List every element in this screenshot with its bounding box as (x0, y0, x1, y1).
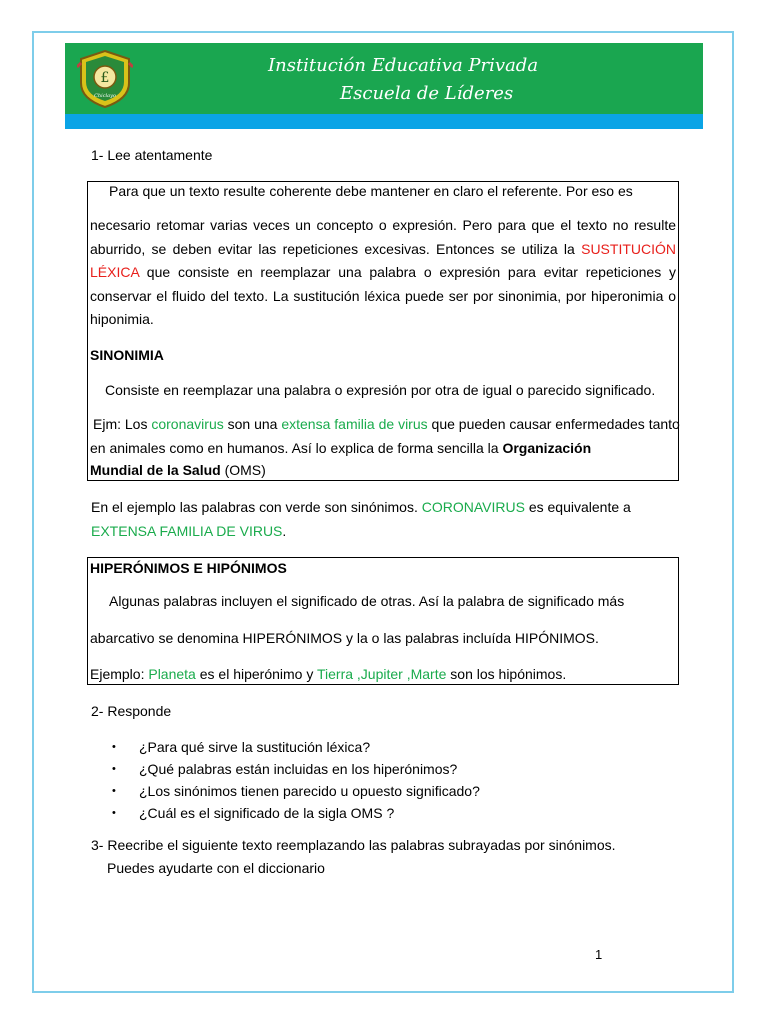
para1-line1: Para que un texto resulte coherente debe mantener en claro el referente. Por eso es (109, 183, 633, 199)
hiper-para-line2: abarcativo se denomina HIPERÓNIMOS y la o las palabras incluída HIPÓNIMOS. (90, 630, 599, 646)
bullet-icon: • (112, 807, 116, 819)
example-coronavirus: coronavirus (151, 416, 224, 432)
section3-line1: 3- Reecribe el siguiente texto reemplazando las palabras subrayadas por sinónimos. (91, 837, 616, 853)
hiper-heading: HIPERÓNIMOS E HIPÓNIMOS (90, 560, 287, 576)
sustitucion-box (87, 181, 679, 481)
page-number: 1 (595, 947, 603, 962)
sinonimia-example-line2 (90, 439, 591, 457)
question-text: ¿Cuál es el significado de la sigla OMS ? (139, 805, 395, 821)
example-line2-text: en animales como en humanos. Así lo explica de forma sencilla la (90, 440, 503, 456)
hiper-para-line1: Algunas palabras incluyen el significado de otras. Así la palabra de significado más (109, 593, 625, 609)
hiper-hiponimos: Tierra ,Jupiter ,Marte (316, 666, 447, 682)
para1-text-b: que consiste en reemplazar una palabra o expresión para evitar repeticiones y conservar el fluido del texto. La sustitución léxica puede ser por sinonimia, por hiperonimia o hiponimia. (90, 264, 676, 327)
example-mundial-salud: Mundial de la Salud (90, 462, 221, 478)
logo-letter: £ (100, 70, 110, 86)
hiper-planeta: Planeta (148, 666, 196, 682)
example-oms: (OMS) (220, 462, 266, 478)
school-crest-logo (77, 49, 133, 109)
explanation-line1 (91, 498, 631, 516)
header-banner (65, 43, 703, 114)
example-text-c: que pueden causar enfermedades tanto (427, 416, 680, 432)
hiper-example-a: Ejemplo: (90, 666, 149, 682)
section2-heading: 2- Responde (91, 703, 172, 719)
hiper-example-b: es el hiperónimo y (195, 666, 317, 682)
list-item (112, 758, 480, 780)
explanation-period: . (282, 523, 287, 539)
bullet-icon: • (112, 785, 116, 797)
explanation-text-a: En el ejemplo las palabras con verde son sinónimos. (91, 499, 422, 515)
example-familia-virus: extensa familia de virus (281, 416, 428, 432)
example-text-a: Ejm: Los (93, 416, 152, 432)
question-text: ¿Qué palabras están incluidas en los hiperónimos? (139, 761, 458, 777)
explanation-coronavirus: CORONAVIRUS (421, 499, 525, 515)
list-item (112, 736, 480, 758)
sinonimia-definition: Consiste en reemplazar una palabra o expresión por otra de igual o parecido significado. (105, 382, 656, 398)
sinonimia-example-line1 (93, 415, 680, 433)
explanation-line2 (91, 522, 286, 540)
list-item (112, 802, 480, 824)
list-item (112, 780, 480, 802)
sinonimia-heading: SINONIMIA (90, 347, 164, 363)
bullet-icon: • (112, 763, 116, 775)
logo-caption: Chiclayo (94, 93, 116, 99)
section1-heading: 1- Lee atentamente (91, 147, 213, 163)
explanation-text-b: es equivalente a (524, 499, 631, 515)
bullet-icon: • (112, 741, 116, 753)
example-text-b: son una (223, 416, 282, 432)
question-text: ¿Para qué sirve la sustitución léxica? (139, 739, 371, 755)
school-title-line1: Institución Educativa Privada (268, 55, 539, 76)
hiper-box (87, 557, 679, 685)
hiper-example-c: son los hipónimos. (446, 666, 567, 682)
section3-line2: Puedes ayudarte con el diccionario (107, 860, 325, 876)
explanation-familia-virus: EXTENSA FAMILIA DE VIRUS (91, 523, 283, 539)
para1-text-a: necesario retomar varias veces un concepto o expresión. Pero para que el texto no resulte aburrido, se deben evitar las repeticiones excesivas. Entonces se utiliza la (90, 217, 676, 257)
question-text: ¿Los sinónimos tienen parecido u opuesto significado? (139, 783, 480, 799)
school-title-line2: Escuela de Líderes (340, 83, 514, 104)
sustitucion-lexica-highlight: SUSTITUCIÓN LÉXICA (90, 240, 676, 280)
header-strip (65, 114, 703, 129)
sinonimia-example-line3 (90, 461, 266, 479)
example-organizacion: Organización (502, 440, 592, 456)
hiper-example (90, 665, 566, 683)
questions-list (112, 736, 480, 824)
para1-body (90, 214, 676, 332)
